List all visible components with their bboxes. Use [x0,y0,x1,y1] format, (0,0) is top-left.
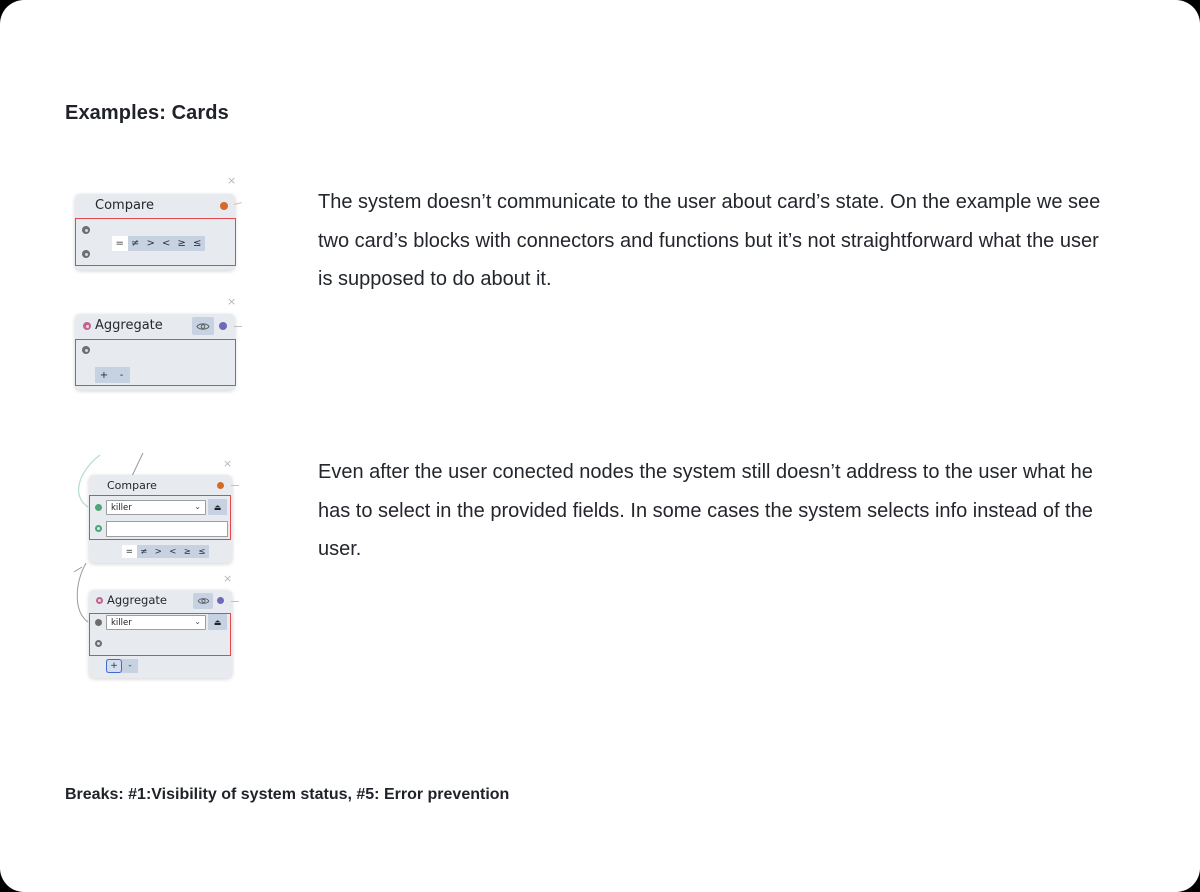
chevron-down-icon: ⌄ [194,617,201,626]
connector-stub [231,601,239,602]
eject-button[interactable] [208,499,227,515]
card-title: Aggregate [107,593,167,607]
operator-less-button[interactable]: < [169,546,177,557]
input-port-b[interactable] [95,640,102,647]
eject-icon: ⏏ [213,502,222,512]
value-input[interactable] [106,521,228,537]
operator-equal-button[interactable]: = [112,236,128,251]
operator-not-equal-button[interactable]: ≠ [140,546,148,557]
operator-gte-button[interactable]: ≥ [177,238,186,249]
page-title: Examples: Cards [65,102,229,124]
card-title: Aggregate [95,318,163,333]
description-paragraph-1: The system doesn’t communicate to the user about card’s state. On the example we see two card’s blocks with connectors and functions but it’s not straightforward what the user is supposed to do about it. [318,191,1101,290]
connector-stub [231,485,239,486]
remove-button[interactable]: - [128,661,132,671]
close-icon[interactable]: × [223,457,233,470]
remove-button[interactable]: - [119,369,124,381]
add-button[interactable]: + [99,369,109,381]
close-icon[interactable]: × [227,174,237,187]
close-icon[interactable]: × [223,572,233,585]
operator-not-equal-button[interactable]: ≠ [131,238,140,249]
operator-less-button[interactable]: < [162,238,171,249]
operator-lte-button[interactable]: ≤ [193,238,202,249]
output-port[interactable] [217,482,224,489]
eye-icon [197,597,210,605]
output-port[interactable] [217,597,224,604]
close-icon[interactable]: × [227,295,237,308]
operator-group [122,545,209,558]
card-title: Compare [95,198,154,213]
field-select[interactable] [106,615,206,630]
description-paragraph-2: Even after the user conected nodes the system still doesn’t address to the user what he has to select in the provided fields. In some cases the system selects info instead of the user. [318,461,1093,560]
connection-wire-gray-2 [77,563,88,622]
field-select[interactable] [106,500,206,515]
eject-button[interactable] [208,614,227,630]
operator-greater-button[interactable]: > [146,238,155,249]
eject-icon: ⏏ [213,617,222,627]
operator-equal-button[interactable]: = [122,545,137,558]
heuristics-broken: Breaks: #1:Visibility of system status, #5: Error prevention [65,786,510,803]
select-value: killer [111,617,132,628]
operator-greater-button[interactable]: > [154,546,162,557]
select-value: killer [111,502,132,513]
connection-wire-gray [132,453,143,476]
card-title: Compare [107,479,157,492]
eye-button[interactable] [193,593,213,609]
label-port[interactable] [96,597,103,604]
input-port-b[interactable] [95,525,102,532]
chevron-down-icon: ⌄ [194,502,201,511]
operator-lte-button[interactable]: ≤ [198,546,206,557]
input-port-a[interactable] [95,504,102,511]
operator-gte-button[interactable]: ≥ [183,546,191,557]
add-remove-group [106,659,138,673]
add-button[interactable]: + [106,659,122,673]
input-port-a[interactable] [95,619,102,626]
